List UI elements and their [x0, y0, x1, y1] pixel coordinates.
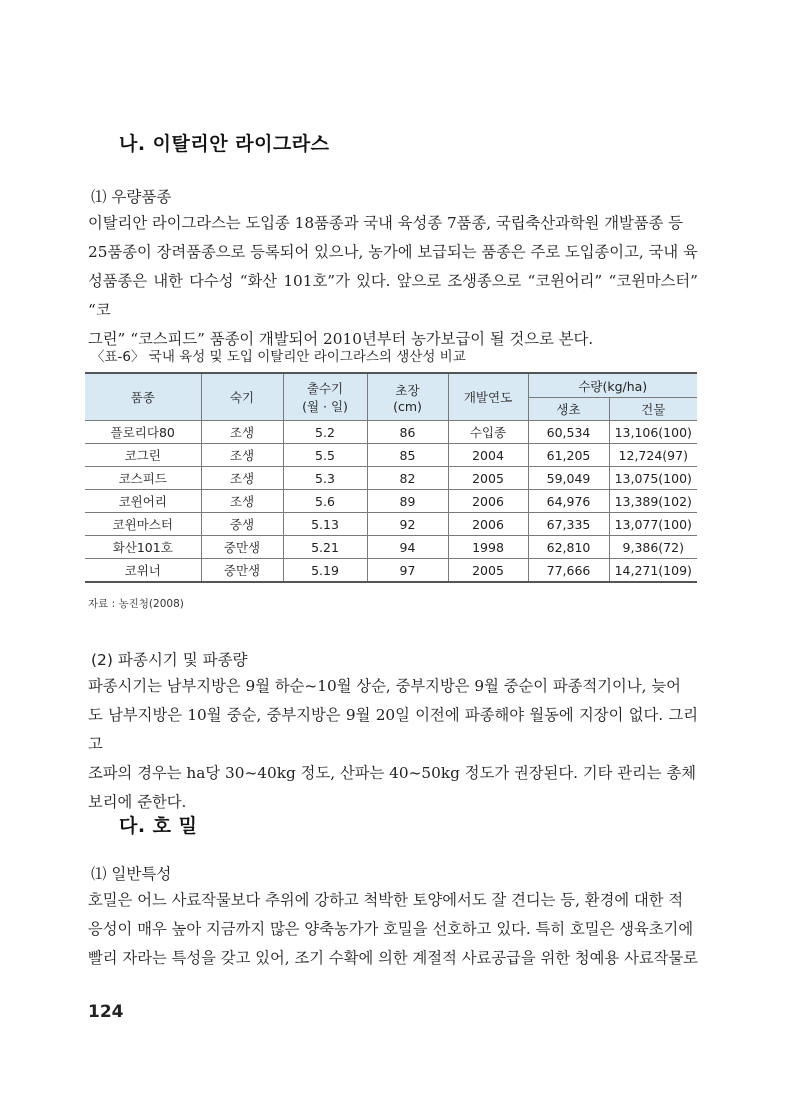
cell-height: 82: [367, 467, 448, 490]
header-heading-date-line1: 출수기: [306, 381, 344, 396]
cell-year: 수입종: [448, 421, 528, 444]
cell-fresh: 67,335: [528, 513, 609, 536]
cell-height: 97: [367, 559, 448, 583]
cell-variety: 플로리다80: [85, 421, 201, 444]
table-row: [85, 444, 697, 467]
cell-height: 85: [367, 444, 448, 467]
header-maturity: 숙기: [201, 373, 283, 421]
cell-variety: 화산101호: [85, 536, 201, 559]
section-title-italian-ryegrass: 나. 이탈리안 라이그라스: [119, 133, 330, 155]
header-development-year: 개발연도: [448, 373, 528, 421]
cell-heading: 5.3: [283, 467, 367, 490]
cell-variety: 코윈어리: [85, 490, 201, 513]
header-heading-date-line2: (월 · 일): [302, 399, 348, 414]
cell-heading: 5.2: [283, 421, 367, 444]
cell-year: 2006: [448, 490, 528, 513]
header-plant-height: [367, 373, 448, 421]
cell-dry: 12,724(97): [609, 444, 697, 467]
paragraph-line: 이탈리안 라이그라스는 도입종 18품종과 국내 육성종 7품종, 국립축산과학원 개발품종 등: [88, 214, 684, 232]
cell-fresh: 60,534: [528, 421, 609, 444]
paragraph-sowing: [88, 672, 698, 817]
paragraph-line: 그린” “코스피드” 품종이 개발되어 2010년부터 농가보급이 될 것으로 본다.: [88, 330, 594, 348]
section-title-rye: 다. 호 밀: [119, 815, 198, 837]
cell-variety: 코위너: [85, 559, 201, 583]
cell-heading: 5.13: [283, 513, 367, 536]
productivity-table-wrapper: [85, 372, 697, 583]
cell-maturity: 조생: [201, 490, 283, 513]
paragraph-line: 조파의 경우는 ha당 30~40kg 정도, 산파는 40~50kg 정도가 권장된다. 기타 관리는 총체: [88, 764, 696, 782]
cell-fresh: 62,810: [528, 536, 609, 559]
table-caption: 〈표-6〉 국내 육성 및 도입 이탈리안 라이그라스의 생산성 비교: [91, 349, 466, 365]
cell-maturity: 중생: [201, 513, 283, 536]
table-row: [85, 536, 697, 559]
paragraph-general: [88, 886, 698, 973]
subsection-title-sowing: (2) 파종시기 및 파종량: [91, 651, 248, 669]
cell-fresh: 77,666: [528, 559, 609, 583]
header-yield: 수량(kg/ha): [528, 373, 697, 398]
paragraph-line: 도 남부지방은 10월 중순, 중부지방은 9월 20일 이전에 파종해야 월동에 지장이 없다. 그리고: [88, 706, 698, 753]
cell-heading: 5.6: [283, 490, 367, 513]
header-heading-date: [283, 373, 367, 421]
cell-variety: 코윈마스터: [85, 513, 201, 536]
cell-fresh: 64,976: [528, 490, 609, 513]
cell-dry: 13,077(100): [609, 513, 697, 536]
cell-year: 2006: [448, 513, 528, 536]
cell-heading: 5.21: [283, 536, 367, 559]
paragraph-line: 성품종은 내한 다수성 “화산 101호”가 있다. 앞으로 조생종으로 “코윈어리” “코윈마스터” “코: [88, 272, 698, 319]
cell-dry: 14,271(109): [609, 559, 697, 583]
cell-height: 86: [367, 421, 448, 444]
cell-maturity: 중만생: [201, 536, 283, 559]
header-fresh-weight: 생초: [528, 398, 609, 421]
cell-year: 1998: [448, 536, 528, 559]
table-row: [85, 559, 697, 583]
table-row: [85, 421, 697, 444]
table-row: [85, 490, 697, 513]
header-dry-matter: 건물: [609, 398, 697, 421]
cell-maturity: 중만생: [201, 559, 283, 583]
cell-maturity: 조생: [201, 421, 283, 444]
header-plant-height-line2: (cm): [393, 398, 422, 414]
cell-year: 2005: [448, 559, 528, 583]
paragraph-line: 보리에 준한다.: [88, 793, 187, 811]
cell-fresh: 59,049: [528, 467, 609, 490]
header-plant-height-line1: 초장: [395, 382, 420, 398]
cell-maturity: 조생: [201, 467, 283, 490]
cell-height: 92: [367, 513, 448, 536]
subsection-title-general: ⑴ 일반특성: [91, 865, 172, 883]
table-row: [85, 467, 697, 490]
header-variety: 품종: [85, 373, 201, 421]
cell-heading: 5.5: [283, 444, 367, 467]
page-number: 124: [88, 1002, 124, 1022]
cell-dry: 13,075(100): [609, 467, 697, 490]
cell-year: 2004: [448, 444, 528, 467]
subsection-title-varieties: ⑴ 우량품종: [91, 188, 172, 206]
cell-maturity: 조생: [201, 444, 283, 467]
paragraph-line: 25품종이 장려품종으로 등록되어 있으나, 농가에 보급되는 품종은 주로 도입종이고, 국내 육: [88, 243, 698, 261]
cell-dry: 13,106(100): [609, 421, 697, 444]
paragraph-line: 응성이 매우 높아 지금까지 많은 양축농가가 호밀을 선호하고 있다. 특히 호밀은 생육초기에: [88, 920, 694, 938]
cell-height: 94: [367, 536, 448, 559]
cell-fresh: 61,205: [528, 444, 609, 467]
cell-variety: 코그린: [85, 444, 201, 467]
cell-dry: 13,389(102): [609, 490, 697, 513]
paragraph-line: 파종시기는 남부지방은 9월 하순~10월 상순, 중부지방은 9월 중순이 파종적기이나, 늦어: [88, 677, 681, 695]
productivity-table: [85, 372, 697, 583]
paragraph-line: 호밀은 어느 사료작물보다 추위에 강하고 척박한 토양에서도 잘 견디는 등, 환경에 대한 적: [88, 891, 684, 909]
cell-year: 2005: [448, 467, 528, 490]
table-source: 자료 : 농진청(2008): [88, 598, 184, 610]
cell-heading: 5.19: [283, 559, 367, 583]
cell-dry: 9,386(72): [609, 536, 697, 559]
table-row: [85, 513, 697, 536]
cell-variety: 코스피드: [85, 467, 201, 490]
paragraph-line: 빨리 자라는 특성을 갖고 있어, 조기 수확에 의한 계절적 사료공급을 위한 청예용 사료작물로: [88, 949, 698, 967]
paragraph-varieties: [88, 209, 698, 354]
cell-height: 89: [367, 490, 448, 513]
